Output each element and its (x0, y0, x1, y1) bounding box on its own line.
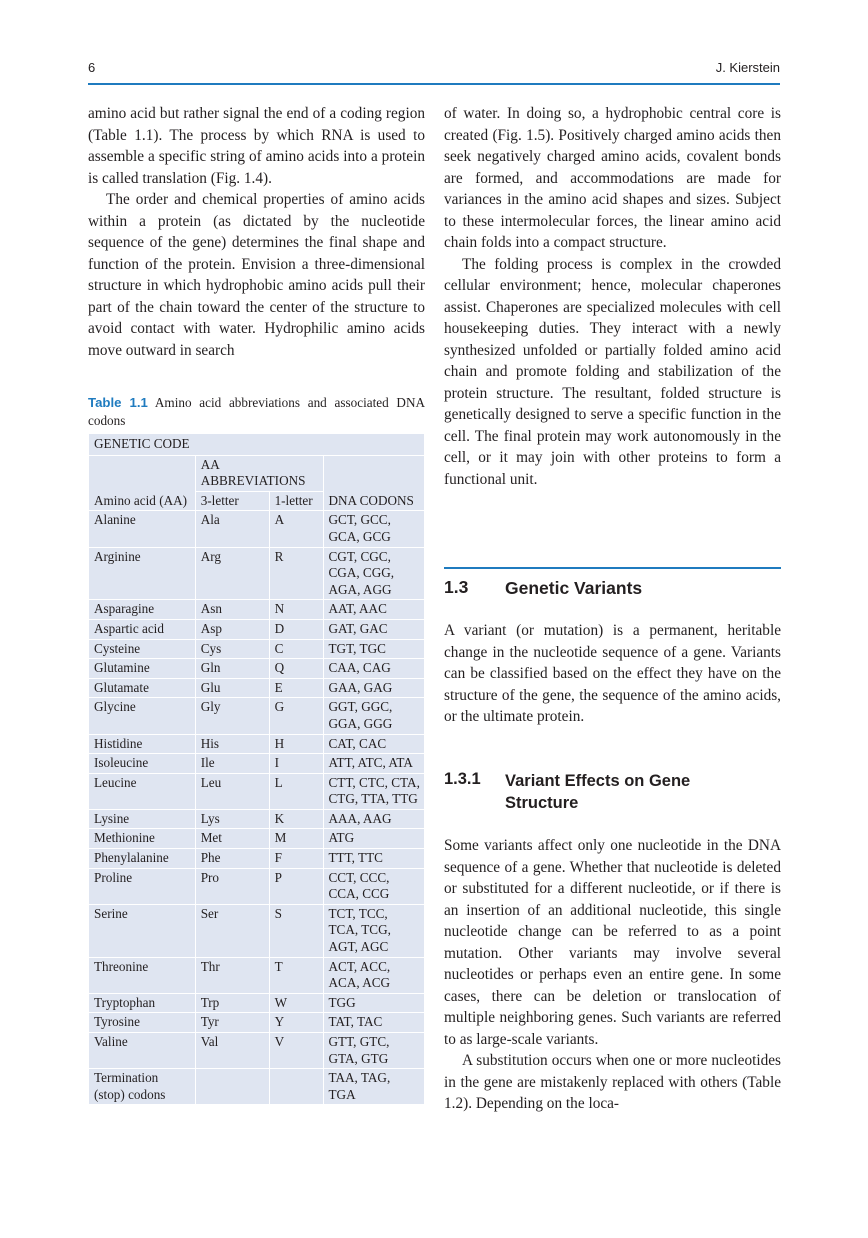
table-row (89, 698, 425, 734)
amino-acid-name-cell: Glutamine (89, 659, 196, 679)
right-paragraph-4: Some variants affect only one nucleotide in the DNA sequence of a gene. Whether that nucleotide is deleted or substituted for a different nucleotide, or if there is an insertion of an additional nucleotide, this single nucleotide change can be referred to as a point mutation. Other variants may involve several nucleotides or perhaps even an entire gene. In some cases, there can be deletion or translocation of multiple neighboring genes. Such variants are referred to as large-scale variants. (444, 837, 781, 1048)
right-column (444, 103, 781, 490)
table-caption-text: Amino acid abbreviations and associated DNA codons (88, 395, 425, 428)
amino-acid-name-cell: Termination (stop) codons (89, 1069, 196, 1105)
header-3-letter: 3-letter (195, 491, 269, 511)
genetic-code-table (88, 433, 425, 1105)
table-row (89, 600, 425, 620)
one-letter-cell: A (269, 511, 323, 547)
amino-acid-name-cell: Arginine (89, 547, 196, 600)
table-row (89, 678, 425, 698)
amino-acid-name-cell: Leucine (89, 773, 196, 809)
codons-cell: CAA, CAG (323, 659, 425, 679)
amino-acid-name-cell: Histidine (89, 734, 196, 754)
running-head-author: J. Kierstein (715, 60, 780, 75)
right-paragraph-1: of water. In doing so, a hydrophobic central core is created (Fig. 1.5). Positively charged amino acids then seek negatively charged amino acids, covalent bonds are formed, and accommodations are made for variances in the amino acid shapes and sizes. Subject to these intermolecular forces, the linear amino acid chain folds into a compact structure. (444, 105, 781, 251)
one-letter-cell: G (269, 698, 323, 734)
one-letter-cell: T (269, 957, 323, 993)
one-letter-cell: L (269, 773, 323, 809)
three-letter-cell: Phe (195, 849, 269, 869)
right-column-section (444, 620, 781, 728)
codons-cell: AAA, AAG (323, 809, 425, 829)
amino-acid-name-cell: Cysteine (89, 639, 196, 659)
table-row (89, 547, 425, 600)
table-row (89, 849, 425, 869)
three-letter-cell: Thr (195, 957, 269, 993)
codons-cell: TGT, TGC (323, 639, 425, 659)
one-letter-cell: E (269, 678, 323, 698)
codons-cell: TTT, TTC (323, 849, 425, 869)
one-letter-cell: Q (269, 659, 323, 679)
amino-acid-name-cell: Alanine (89, 511, 196, 547)
one-letter-cell: R (269, 547, 323, 600)
one-letter-cell: Y (269, 1013, 323, 1033)
three-letter-cell: Ser (195, 904, 269, 957)
one-letter-cell: I (269, 754, 323, 774)
amino-acid-name-cell: Threonine (89, 957, 196, 993)
header-1-letter: 1-letter (269, 491, 323, 511)
table-row (89, 511, 425, 547)
right-paragraph-5: A substitution occurs when one or more nucleotides in the gene are mistakenly replaced with others (Table 1.2). Depending on the loca- (444, 1052, 781, 1112)
one-letter-cell: M (269, 829, 323, 849)
one-letter-cell: V (269, 1033, 323, 1069)
table-row (89, 957, 425, 993)
amino-acid-name-cell: Tryptophan (89, 993, 196, 1013)
amino-acid-name-cell: Glycine (89, 698, 196, 734)
table-row (89, 754, 425, 774)
three-letter-cell: Glu (195, 678, 269, 698)
amino-acid-name-cell: Isoleucine (89, 754, 196, 774)
one-letter-cell: H (269, 734, 323, 754)
amino-acid-name-cell: Aspartic acid (89, 619, 196, 639)
right-column-subsection (444, 835, 781, 1115)
table-row (89, 1013, 425, 1033)
codons-cell: TAT, TAC (323, 1013, 425, 1033)
three-letter-cell: Pro (195, 868, 269, 904)
header-amino-acid: Amino acid (AA) (89, 455, 196, 511)
codons-cell: CAT, CAC (323, 734, 425, 754)
amino-acid-name-cell: Glutamate (89, 678, 196, 698)
three-letter-cell: Arg (195, 547, 269, 600)
three-letter-cell: Tyr (195, 1013, 269, 1033)
codons-cell: CCT, CCC, CCA, CCG (323, 868, 425, 904)
amino-acid-name-cell: Asparagine (89, 600, 196, 620)
table-row (89, 1033, 425, 1069)
codons-cell: GAT, GAC (323, 619, 425, 639)
right-paragraph-2: The folding process is complex in the crowded cellular environment; hence, molecular chaperones assist. Chaperones are specialized molecules with cell housekeeping duties. They interact with a newly synthesized unfolded or partially folded amino acid chain and promote folding and stabilization of the protein structure. The resultant, folded structure is genetically designed to serve a specific function in the cell. The final protein may work autonomously in the cell, or it may join with other proteins to form a functional unit. (444, 255, 781, 488)
codons-cell: TGG (323, 993, 425, 1013)
page-number: 6 (88, 60, 96, 75)
codons-cell: CGT, CGC, CGA, CGG, AGA, AGG (323, 547, 425, 600)
one-letter-cell: W (269, 993, 323, 1013)
one-letter-cell: D (269, 619, 323, 639)
left-paragraph-2: The order and chemical properties of amino acids within a protein (as dictated by the nucleotide sequence of the gene) determines the final shape and function of the protein. Envision a three-dimensional structure in which hydrophobic amino acids pull their part of the chain toward the center of the structure to avoid contact with water. Hydrophilic amino acids move outward in search (88, 191, 425, 359)
amino-acid-name-cell: Lysine (89, 809, 196, 829)
section-rule (444, 567, 781, 569)
three-letter-cell: Ala (195, 511, 269, 547)
one-letter-cell: C (269, 639, 323, 659)
codons-cell: GAA, GAG (323, 678, 425, 698)
one-letter-cell: N (269, 600, 323, 620)
left-column (88, 103, 425, 361)
codons-cell: ATG (323, 829, 425, 849)
table-caption (88, 394, 425, 429)
one-letter-cell: P (269, 868, 323, 904)
subsection-number: 1.3.1 (444, 770, 481, 788)
table-row (89, 619, 425, 639)
three-letter-cell: Met (195, 829, 269, 849)
amino-acid-name-cell: Phenylalanine (89, 849, 196, 869)
table-row (89, 734, 425, 754)
table-row (89, 904, 425, 957)
header-abbreviations: AA ABBREVIATIONS (195, 455, 323, 491)
section-title: Genetic Variants (505, 578, 643, 598)
table-row (89, 773, 425, 809)
one-letter-cell (269, 1069, 323, 1105)
one-letter-cell: F (269, 849, 323, 869)
three-letter-cell: His (195, 734, 269, 754)
three-letter-cell: Asp (195, 619, 269, 639)
codons-cell: TCT, TCC, TCA, TCG, AGT, AGC (323, 904, 425, 957)
codons-cell: ATT, ATC, ATA (323, 754, 425, 774)
table-row (89, 868, 425, 904)
codons-cell: TAA, TAG, TGA (323, 1069, 425, 1105)
three-letter-cell: Leu (195, 773, 269, 809)
left-paragraph-1: amino acid but rather signal the end of a coding region (Table 1.1). The process by which RNA is used to assemble a specific string of amino acids into a protein is called translation (Fig. 1.4). (88, 105, 425, 187)
codons-cell: GGT, GGC, GGA, GGG (323, 698, 425, 734)
amino-acid-name-cell: Valine (89, 1033, 196, 1069)
right-paragraph-3: A variant (or mutation) is a permanent, heritable change in the nucleotide sequence of a gene. Variants can be classified based on the effect they have on the structure of the gene, the sequence of the amino acids, or the ultimate protein. (444, 622, 781, 725)
three-letter-cell: Ile (195, 754, 269, 774)
subsection-title: Variant Effects on Gene Structure (505, 772, 691, 812)
three-letter-cell: Trp (195, 993, 269, 1013)
running-head (88, 60, 780, 78)
table-row (89, 809, 425, 829)
amino-acid-name-cell: Proline (89, 868, 196, 904)
three-letter-cell: Lys (195, 809, 269, 829)
one-letter-cell: S (269, 904, 323, 957)
three-letter-cell: Cys (195, 639, 269, 659)
table-row (89, 639, 425, 659)
three-letter-cell: Asn (195, 600, 269, 620)
amino-acid-name-cell: Tyrosine (89, 1013, 196, 1033)
table-title: GENETIC CODE (89, 434, 425, 456)
three-letter-cell: Gln (195, 659, 269, 679)
codons-cell: GCT, GCC, GCA, GCG (323, 511, 425, 547)
header-rule (88, 83, 780, 85)
section-number: 1.3 (444, 577, 469, 597)
codons-cell: AAT, AAC (323, 600, 425, 620)
table-row (89, 659, 425, 679)
table-row (89, 829, 425, 849)
three-letter-cell: Val (195, 1033, 269, 1069)
one-letter-cell: K (269, 809, 323, 829)
table-row (89, 993, 425, 1013)
table-row (89, 1069, 425, 1105)
table-label: Table 1.1 (88, 395, 148, 410)
codons-cell: GTT, GTC, GTA, GTG (323, 1033, 425, 1069)
codons-cell: CTT, CTC, CTA, CTG, TTA, TTG (323, 773, 425, 809)
amino-acid-name-cell: Methionine (89, 829, 196, 849)
three-letter-cell: Gly (195, 698, 269, 734)
amino-acid-name-cell: Serine (89, 904, 196, 957)
header-dna-codons: DNA CODONS (323, 455, 425, 511)
codons-cell: ACT, ACC, ACA, ACG (323, 957, 425, 993)
three-letter-cell (195, 1069, 269, 1105)
